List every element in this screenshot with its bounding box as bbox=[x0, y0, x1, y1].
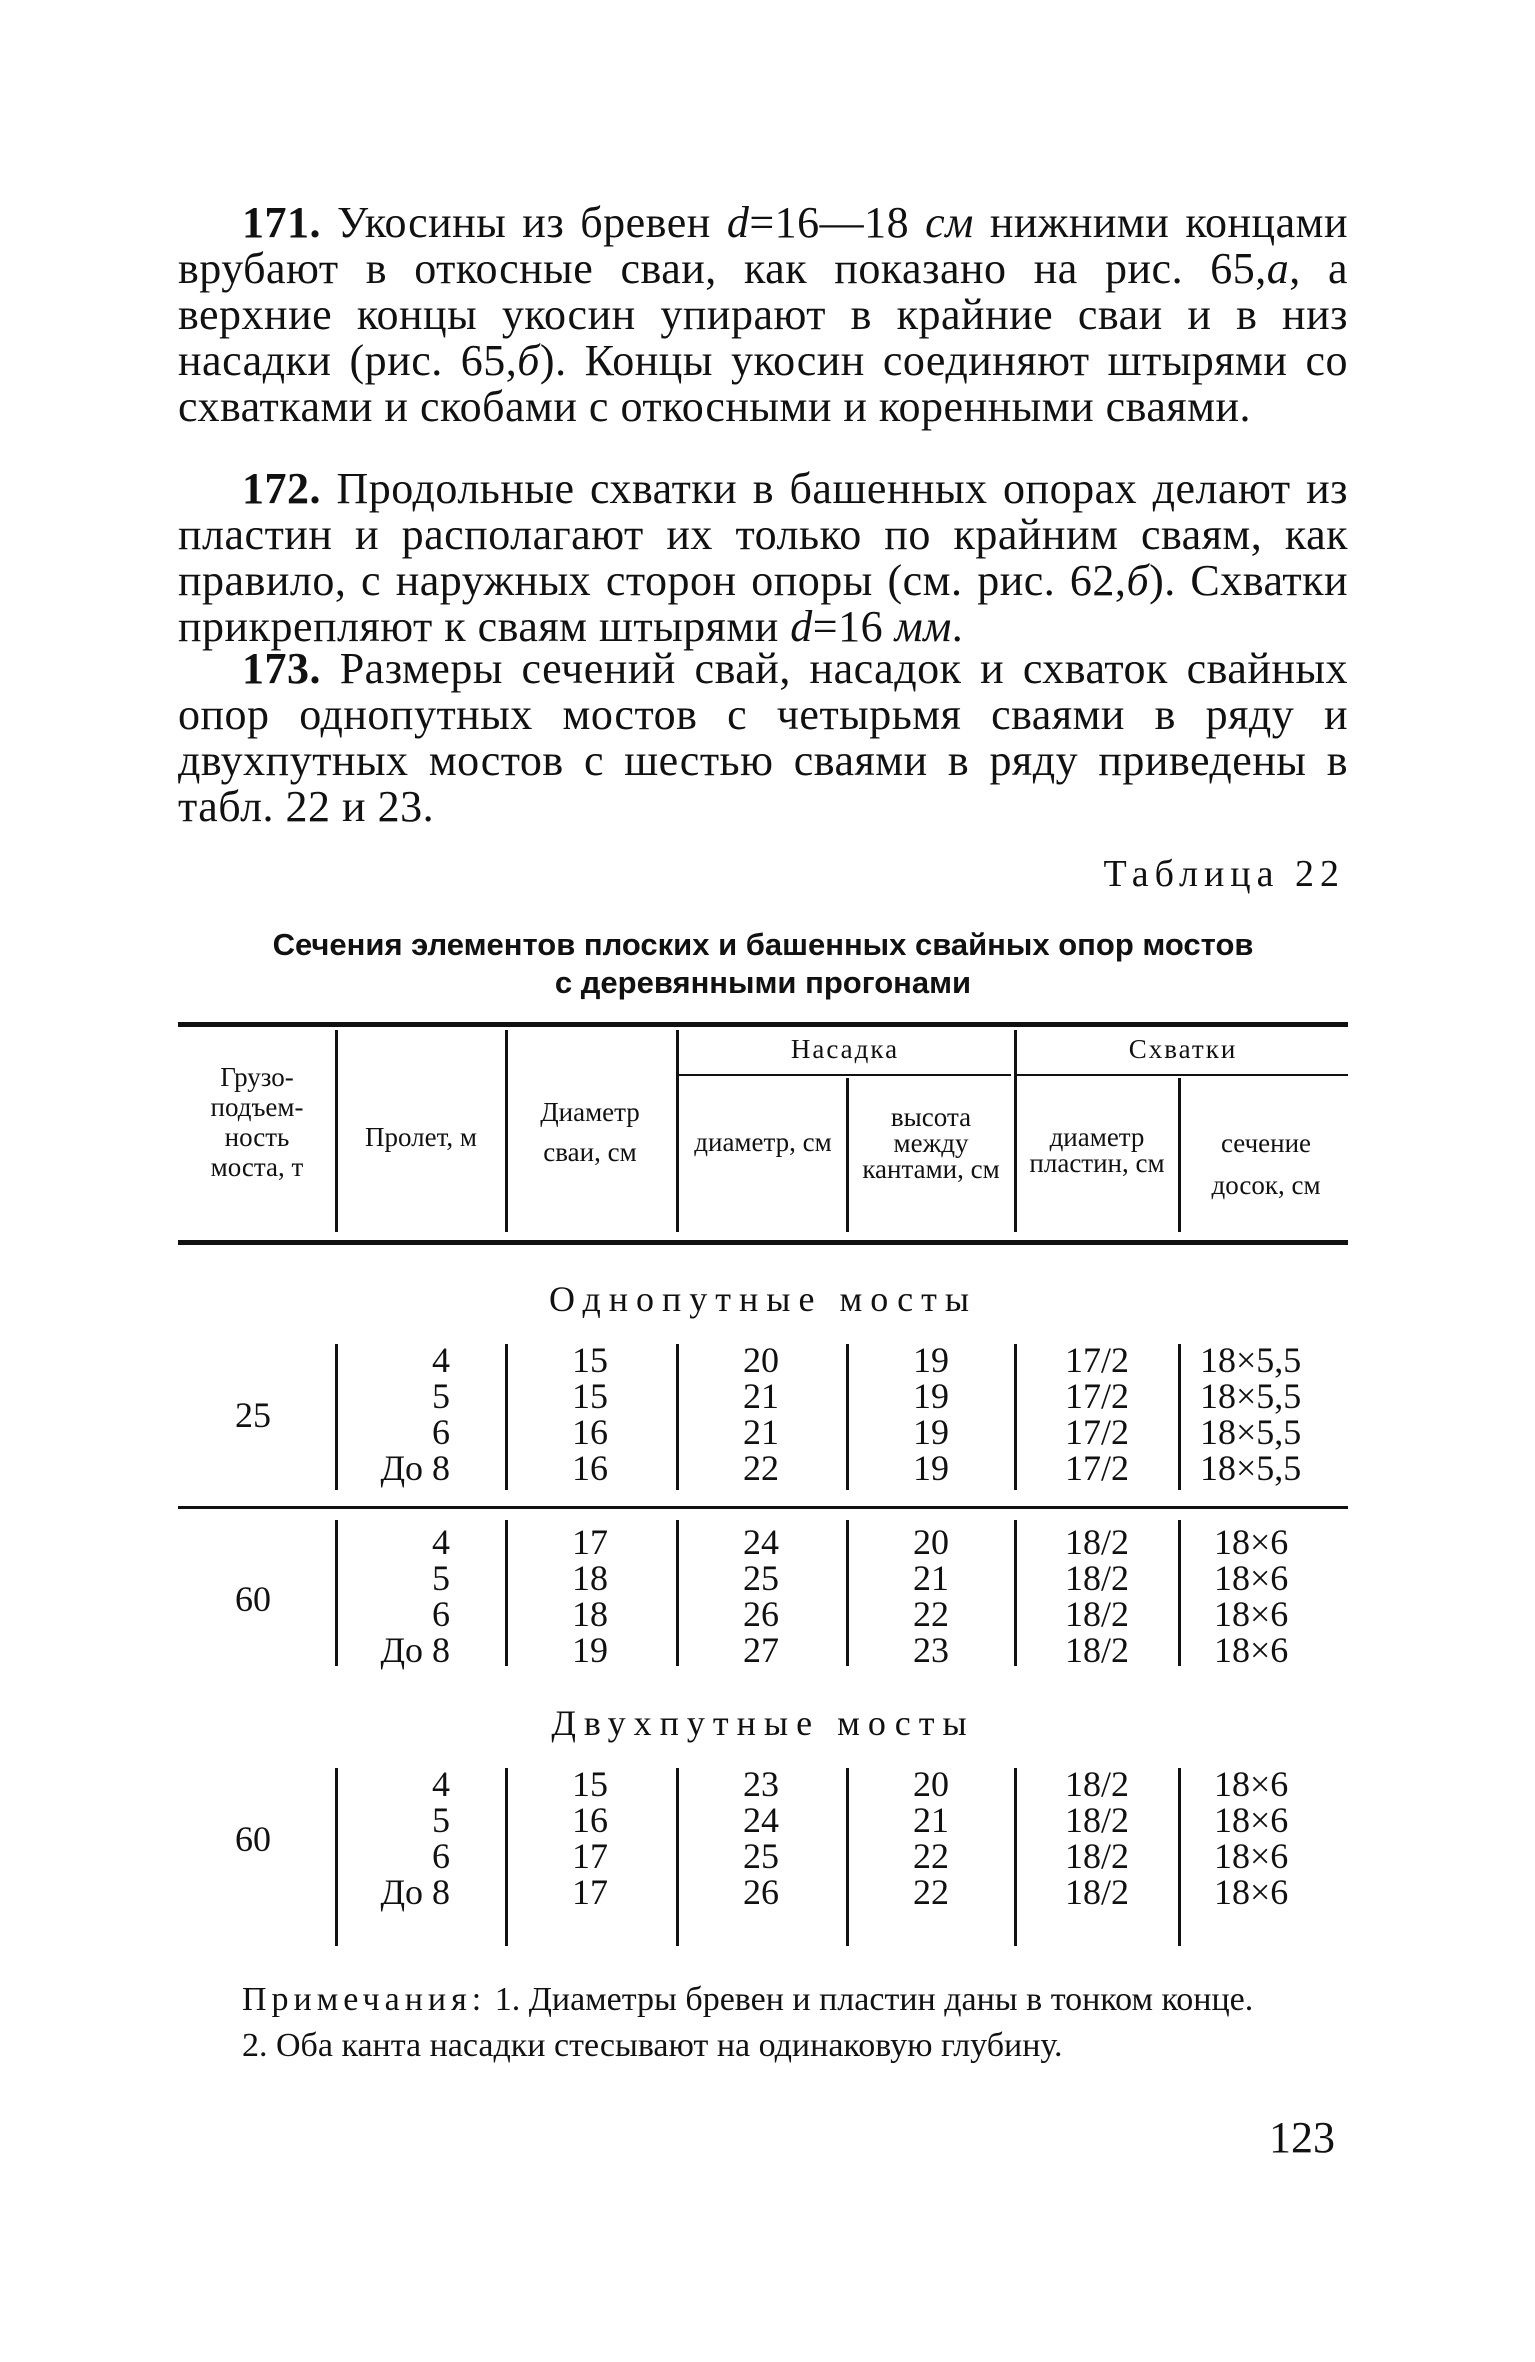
pile-diameter-column bbox=[515, 1766, 665, 1910]
group-separator-rule bbox=[178, 1506, 1348, 1509]
table-notes bbox=[178, 1980, 1348, 2066]
table-cell: 26 bbox=[743, 1872, 779, 1912]
row-divider bbox=[505, 1520, 508, 1666]
section-title: Однопутные мосты bbox=[548, 1279, 978, 1319]
table-cell: 21 bbox=[743, 1412, 779, 1452]
table-cell: 19 bbox=[913, 1412, 949, 1452]
table-cell: 6 bbox=[432, 1412, 450, 1452]
table-cell: 20 bbox=[913, 1764, 949, 1804]
table-cell: 18/2 bbox=[1064, 1764, 1129, 1804]
table-cell: 16 bbox=[572, 1800, 608, 1840]
table-cell: 18/2 bbox=[1064, 1594, 1129, 1634]
table-cell: 17/2 bbox=[1064, 1448, 1129, 1488]
text-run: =16 bbox=[812, 602, 895, 651]
paragraph-number: 172. bbox=[242, 464, 321, 513]
header-brace-group: Схватки bbox=[1128, 1034, 1238, 1064]
table-cell: 22 bbox=[913, 1594, 949, 1634]
header-divider bbox=[505, 1030, 508, 1232]
row-divider bbox=[1178, 1344, 1181, 1490]
span-column bbox=[345, 1524, 450, 1668]
table-cell: 17 bbox=[572, 1522, 608, 1562]
row-divider bbox=[505, 1344, 508, 1490]
table-cell: 18/2 bbox=[1064, 1836, 1129, 1876]
table-cell: 4 bbox=[432, 1522, 450, 1562]
note-line bbox=[178, 1980, 1348, 2020]
table-cell: 15 bbox=[572, 1340, 608, 1380]
table-cell: 17/2 bbox=[1064, 1340, 1129, 1380]
text-run: d bbox=[790, 602, 813, 651]
text-run: =16—18 bbox=[749, 198, 926, 247]
table-cell: 22 bbox=[913, 1836, 949, 1876]
table-cell: 22 bbox=[743, 1448, 779, 1488]
text-run: Размеры сечений свай, насадок и схваток свайных опор однопутных мостов с четырьмя сваями в ряду и двухпутных мостов с шестью сваями в ряду приведены в табл. 22 и 23. bbox=[178, 644, 1349, 831]
plate-diameter-column bbox=[1022, 1524, 1172, 1668]
table-cell: 18/2 bbox=[1064, 1800, 1129, 1840]
table-cell: 18/2 bbox=[1064, 1630, 1129, 1670]
text-run: б bbox=[517, 336, 540, 385]
header-divider bbox=[1014, 1030, 1017, 1232]
table-cell: 18 bbox=[572, 1558, 608, 1598]
table-cell: 6 bbox=[432, 1594, 450, 1634]
table-cell: 19 bbox=[572, 1630, 608, 1670]
text-run: d bbox=[726, 198, 750, 247]
row-divider bbox=[335, 1768, 338, 1946]
table-cell: 20 bbox=[743, 1340, 779, 1380]
row-divider bbox=[846, 1768, 849, 1946]
cap-height-column bbox=[856, 1766, 1006, 1910]
text-run: Продольные схватки в башенных опорах делают из пластин и располагают их только по крайним сваям, как правило, с наружных сторон опоры (см. рис. 62, bbox=[178, 464, 1348, 605]
header-load: Грузо-подъем-ность моста, т bbox=[210, 1062, 304, 1182]
table-cell: 5 bbox=[432, 1376, 450, 1416]
board-section-column bbox=[1200, 1342, 1348, 1486]
table-cell: 18×6 bbox=[1214, 1630, 1289, 1670]
table-cell: 19 bbox=[913, 1448, 949, 1488]
text-run: . bbox=[951, 602, 964, 651]
table-cell: До 8 bbox=[380, 1872, 450, 1912]
group-underline bbox=[1017, 1074, 1348, 1076]
header-brace-plate-diameter: диаметр пластин, см bbox=[1029, 1122, 1165, 1178]
table-cell: 4 bbox=[432, 1340, 450, 1380]
row-divider bbox=[335, 1520, 338, 1666]
row-divider bbox=[1178, 1520, 1181, 1666]
text-run: , а верхние концы укосин упирают в крайние сваи и в низ насадки (рис. 65, bbox=[178, 244, 1348, 385]
paragraph-173 bbox=[178, 646, 1348, 830]
row-divider bbox=[1014, 1344, 1017, 1490]
span-column bbox=[345, 1342, 450, 1486]
row-divider bbox=[505, 1768, 508, 1946]
header-pile-diameter: Диаметр сваи, см bbox=[540, 1097, 640, 1167]
table-cell: 15 bbox=[572, 1376, 608, 1416]
table-cell: 17/2 bbox=[1064, 1376, 1129, 1416]
pile-diameter-column bbox=[515, 1524, 665, 1668]
row-divider bbox=[1014, 1520, 1017, 1666]
table-cell: 21 bbox=[913, 1558, 949, 1598]
note-text: 1. Диаметры бревен и пластин даны в тонком конце. bbox=[486, 1981, 1254, 2018]
table-cell: 18×6 bbox=[1214, 1836, 1289, 1876]
table-cell: 27 bbox=[743, 1630, 779, 1670]
notes-label: Примечания: bbox=[242, 1981, 487, 2018]
load-value: 60 bbox=[235, 1579, 271, 1619]
header-divider bbox=[1178, 1078, 1181, 1232]
table-cell: 17/2 bbox=[1064, 1412, 1129, 1452]
text-run: а bbox=[1266, 244, 1290, 293]
table-cell: 18×6 bbox=[1214, 1872, 1289, 1912]
table-label: Таблица 22 bbox=[1103, 853, 1345, 895]
board-section-column bbox=[1214, 1524, 1348, 1668]
table-cell: 18×6 bbox=[1214, 1558, 1289, 1598]
table-cell: 18×6 bbox=[1214, 1522, 1289, 1562]
text-run: б bbox=[1126, 556, 1150, 605]
table-cell: 18×5,5 bbox=[1200, 1376, 1302, 1416]
page-number: 123 bbox=[1269, 2113, 1335, 2162]
table-cell: 21 bbox=[743, 1376, 779, 1416]
row-divider bbox=[846, 1344, 849, 1490]
group-underline bbox=[679, 1074, 1011, 1076]
table-cell: 18/2 bbox=[1064, 1522, 1129, 1562]
header-span: Пролет, м bbox=[365, 1122, 477, 1152]
table-cell: 18×5,5 bbox=[1200, 1412, 1302, 1452]
table-cell: 6 bbox=[432, 1836, 450, 1876]
table-cell: 26 bbox=[743, 1594, 779, 1634]
table-cell: 18/2 bbox=[1064, 1872, 1129, 1912]
table-cell: 18/2 bbox=[1064, 1558, 1129, 1598]
table-cell: 19 bbox=[913, 1376, 949, 1416]
span-column bbox=[345, 1766, 450, 1910]
table-cell: 18×6 bbox=[1214, 1594, 1289, 1634]
row-divider bbox=[676, 1344, 679, 1490]
table-top-rule bbox=[178, 1022, 1348, 1027]
cap-height-column bbox=[856, 1342, 1006, 1486]
header-divider bbox=[335, 1030, 338, 1232]
table-cell: 16 bbox=[572, 1412, 608, 1452]
cap-diameter-column bbox=[686, 1342, 836, 1486]
table-cell: 25 bbox=[743, 1836, 779, 1876]
table-cell: 17 bbox=[572, 1872, 608, 1912]
table-cell: 20 bbox=[913, 1522, 949, 1562]
table-cell: 5 bbox=[432, 1558, 450, 1598]
table-cell: 25 bbox=[743, 1558, 779, 1598]
header-cap-diameter: диаметр, см bbox=[694, 1127, 832, 1157]
board-section-column bbox=[1214, 1766, 1348, 1910]
load-value: 60 bbox=[235, 1819, 271, 1859]
table-cell: 24 bbox=[743, 1522, 779, 1562]
table-title bbox=[178, 926, 1348, 1002]
table-title-line: Сечения элементов плоских и башенных свайных опор мостов bbox=[272, 927, 1254, 962]
text-run: мм bbox=[894, 602, 952, 651]
header-brace-board-section: сечение досок, см bbox=[1211, 1128, 1321, 1200]
text-run: см bbox=[925, 198, 974, 247]
table-cell: 17 bbox=[572, 1836, 608, 1876]
table-cell: 19 bbox=[913, 1340, 949, 1380]
row-divider bbox=[1178, 1768, 1181, 1946]
cap-diameter-column bbox=[686, 1766, 836, 1910]
paragraph-172 bbox=[178, 466, 1348, 650]
row-divider bbox=[1014, 1768, 1017, 1946]
text-run: ). Концы укосин соединяют штырями со схватками и скобами с откосными и коренными сваями. bbox=[178, 336, 1348, 431]
load-value: 25 bbox=[235, 1395, 271, 1435]
table-cell: 16 bbox=[572, 1448, 608, 1488]
header-cap-group: Насадка bbox=[790, 1034, 900, 1064]
pile-diameter-column bbox=[515, 1342, 665, 1486]
note-line: 2. Оба канта насадки стесывают на одинаковую глубину. bbox=[242, 2027, 1063, 2064]
cap-height-column bbox=[856, 1524, 1006, 1668]
table-cell: 18×6 bbox=[1214, 1764, 1289, 1804]
section-title: Двухпутные мосты bbox=[551, 1703, 975, 1743]
plate-diameter-column bbox=[1022, 1342, 1172, 1486]
table-cell: До 8 bbox=[380, 1630, 450, 1670]
table-cell: 18×5,5 bbox=[1200, 1340, 1302, 1380]
header-bottom-rule bbox=[178, 1240, 1348, 1245]
table-cell: 4 bbox=[432, 1764, 450, 1804]
table-title-line: с деревянными прогонами bbox=[554, 965, 972, 1000]
table-cell: 22 bbox=[913, 1872, 949, 1912]
cap-diameter-column bbox=[686, 1524, 836, 1668]
table-cell: 5 bbox=[432, 1800, 450, 1840]
table-cell: 24 bbox=[743, 1800, 779, 1840]
table-cell: До 8 bbox=[380, 1448, 450, 1488]
row-divider bbox=[676, 1520, 679, 1666]
paragraph-number: 173. bbox=[242, 644, 321, 693]
table-cell: 15 bbox=[572, 1764, 608, 1804]
table-cell: 23 bbox=[913, 1630, 949, 1670]
text-run: нижними концами врубают в откосные сваи, как показано на рис. 65, bbox=[178, 198, 1348, 293]
header-divider bbox=[846, 1078, 849, 1232]
table-cell: 18×6 bbox=[1214, 1800, 1289, 1840]
header-cap-height: высота между кантами, см bbox=[862, 1102, 1000, 1184]
paragraph-171 bbox=[178, 200, 1348, 430]
row-divider bbox=[676, 1768, 679, 1946]
text-run: Укосины из бревен bbox=[337, 198, 727, 247]
plate-diameter-column bbox=[1022, 1766, 1172, 1910]
table-cell: 18×5,5 bbox=[1200, 1448, 1302, 1488]
table-cell: 21 bbox=[913, 1800, 949, 1840]
row-divider bbox=[335, 1344, 338, 1490]
row-divider bbox=[846, 1520, 849, 1666]
text-run: ). Схватки прикрепляют к сваям штырями bbox=[178, 556, 1348, 651]
paragraph-number: 171. bbox=[242, 198, 321, 247]
table-cell: 18 bbox=[572, 1594, 608, 1634]
header-divider bbox=[676, 1030, 679, 1232]
table-cell: 23 bbox=[743, 1764, 779, 1804]
